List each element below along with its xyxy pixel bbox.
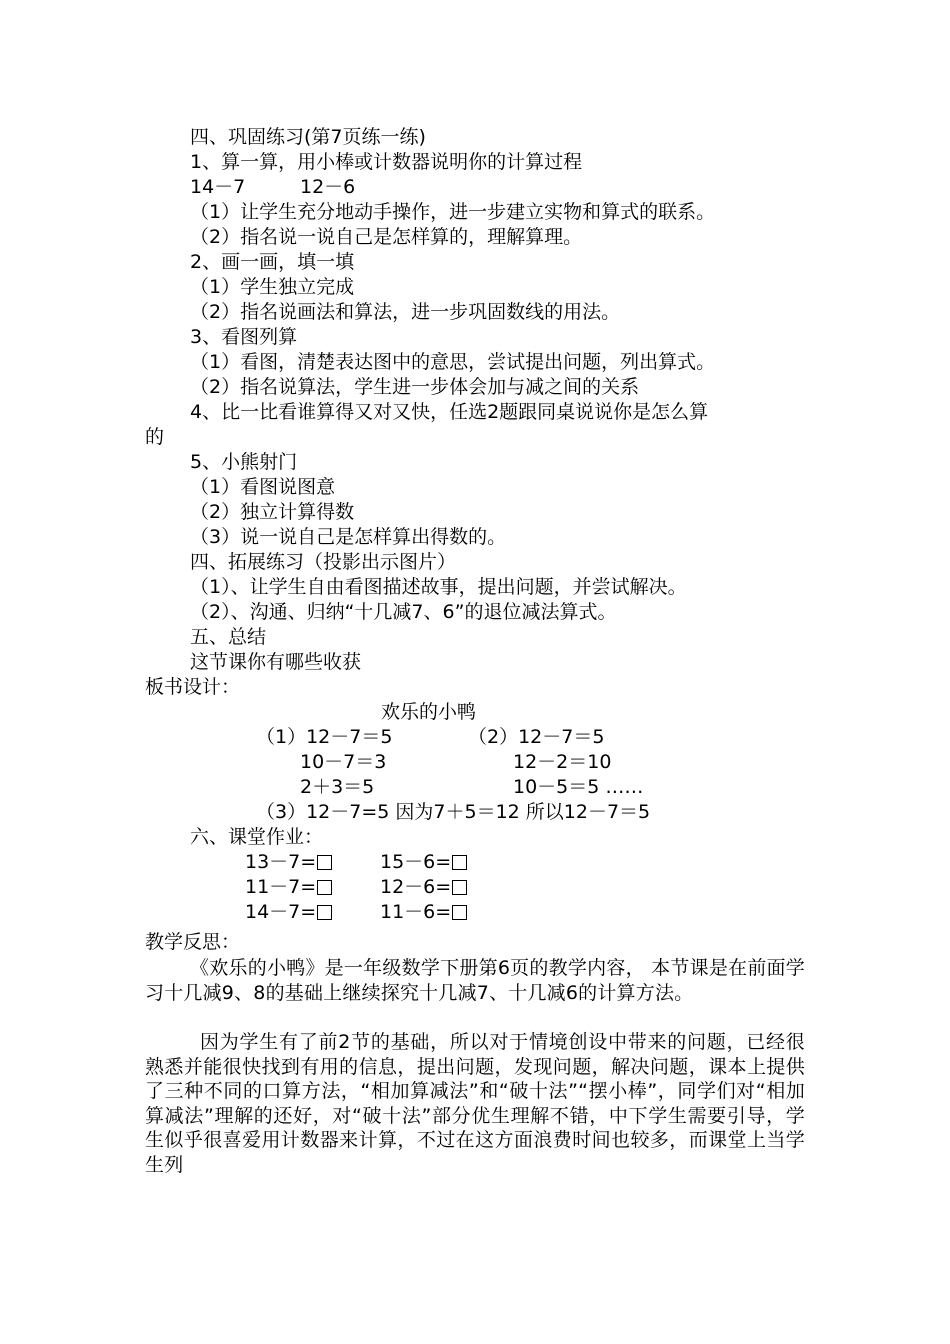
answer-box xyxy=(452,855,467,870)
exercise-item-1-sub-2: （2）指名说一说自己是怎样算的，理解算理。 xyxy=(190,226,583,248)
exercise-item-4-continued: 的 xyxy=(145,426,165,448)
board-row3: （3）12－7=5 因为7＋5＝12 所以12－7＝5 xyxy=(256,801,651,823)
board-col1-row3: 2＋3＝5 xyxy=(300,776,375,798)
exercise-item-4: 4、比一比看谁算得又对又快，任选2题跟同桌说说你是怎么算 xyxy=(190,401,709,423)
exercise-item-1-sub-1: （1）让学生充分地动手操作，进一步建立实物和算式的联系。 xyxy=(190,201,716,223)
section-heading-extension: 四、拓展练习（投影出示图片） xyxy=(190,551,457,573)
answer-box xyxy=(317,905,332,920)
board-design-label: 板书设计： xyxy=(145,676,241,698)
board-col2-row2: 12－2＝10 xyxy=(513,751,612,773)
homework-question-text: 15－6= xyxy=(380,851,452,873)
exercise-item-5-sub-1: （1）看图说图意 xyxy=(190,476,336,498)
homework-question xyxy=(245,901,332,923)
homework-question-text: 11－7= xyxy=(245,876,317,898)
homework-question xyxy=(380,901,467,923)
homework-question-text: 11－6= xyxy=(380,901,452,923)
board-col1-row1: （1）12－7＝5 xyxy=(256,726,393,748)
reflection-paragraph-2: 因为学生有了前2节的基础，所以对于情境创设中带来的问题，已经很熟悉并能很快找到有用的信息，提出问题，发现问题，解决问题，课本上提供了三种不同的口算方法，“相加算减法”和“破十法”“摆小棒”，同学们对“相加算减法”理解的还好，对“破十法”部分优生理解不错，中下学生需要引导，学生似乎很喜爱用计数器来计算，不过在这方面浪费时间也较多，而课堂上当学生列 xyxy=(145,1031,805,1176)
exercise-item-2: 2、画一画，填一填 xyxy=(190,251,355,273)
exercise-item-5-sub-3: （3）说一说自己是怎样算出得数的。 xyxy=(190,526,507,548)
exercise-item-5-sub-2: （2）独立计算得数 xyxy=(190,501,355,523)
homework-question-text: 13－7= xyxy=(245,851,317,873)
reflection-paragraph-1: 《欢乐的小鸭》是一年级数学下册第6页的教学内容， 本节课是在前面学习十几减9、8的基础上继续探究十几减7、十几减6的计算方法。 xyxy=(145,957,805,1004)
answer-box xyxy=(317,880,332,895)
homework-question xyxy=(245,876,332,898)
section-heading-consolidation: 四、巩固练习(第7页练一练) xyxy=(190,126,426,148)
homework-question xyxy=(380,876,467,898)
exercise-item-3: 3、看图列算 xyxy=(190,326,298,348)
summary-text: 这节课你有哪些收获 xyxy=(190,651,362,673)
extension-sub-2: （2）、沟通、归纳“十几减7、6”的退位减法算式。 xyxy=(190,601,617,623)
answer-box xyxy=(452,905,467,920)
extension-sub-1: （1）、让学生自由看图描述故事，提出问题，并尝试解决。 xyxy=(190,576,687,598)
exercise-item-3-sub-2: （2）指名说算法，学生进一步体会加与减之间的关系 xyxy=(190,376,640,398)
board-col2-row1: （2）12－7＝5 xyxy=(468,726,605,748)
reflection-label: 教学反思： xyxy=(145,931,241,953)
expression-14-minus-7: 14－7 xyxy=(190,176,246,198)
board-col2-row3: 10－5＝5 …… xyxy=(513,776,644,798)
exercise-item-2-sub-2: （2）指名说画法和算法，进一步巩固数线的用法。 xyxy=(190,301,621,323)
homework-question-text: 14－7= xyxy=(245,901,317,923)
exercise-item-1: 1、算一算，用小棒或计数器说明你的计算过程 xyxy=(190,151,583,173)
section-heading-homework: 六、课堂作业： xyxy=(190,826,324,848)
answer-box xyxy=(452,880,467,895)
exercise-item-3-sub-1: （1）看图，清楚表达图中的意思，尝试提出问题，列出算式。 xyxy=(190,351,716,373)
exercise-item-5: 5、小熊射门 xyxy=(190,451,298,473)
exercise-item-2-sub-1: （1）学生独立完成 xyxy=(190,276,355,298)
homework-question xyxy=(380,851,467,873)
homework-question-text: 12－6= xyxy=(380,876,452,898)
homework-question xyxy=(245,851,332,873)
board-title: 欢乐的小鸭 xyxy=(381,701,477,723)
board-col1-row2: 10－7＝3 xyxy=(300,751,387,773)
section-heading-summary: 五、总结 xyxy=(190,626,267,648)
expression-12-minus-6: 12－6 xyxy=(300,176,356,198)
answer-box xyxy=(317,855,332,870)
